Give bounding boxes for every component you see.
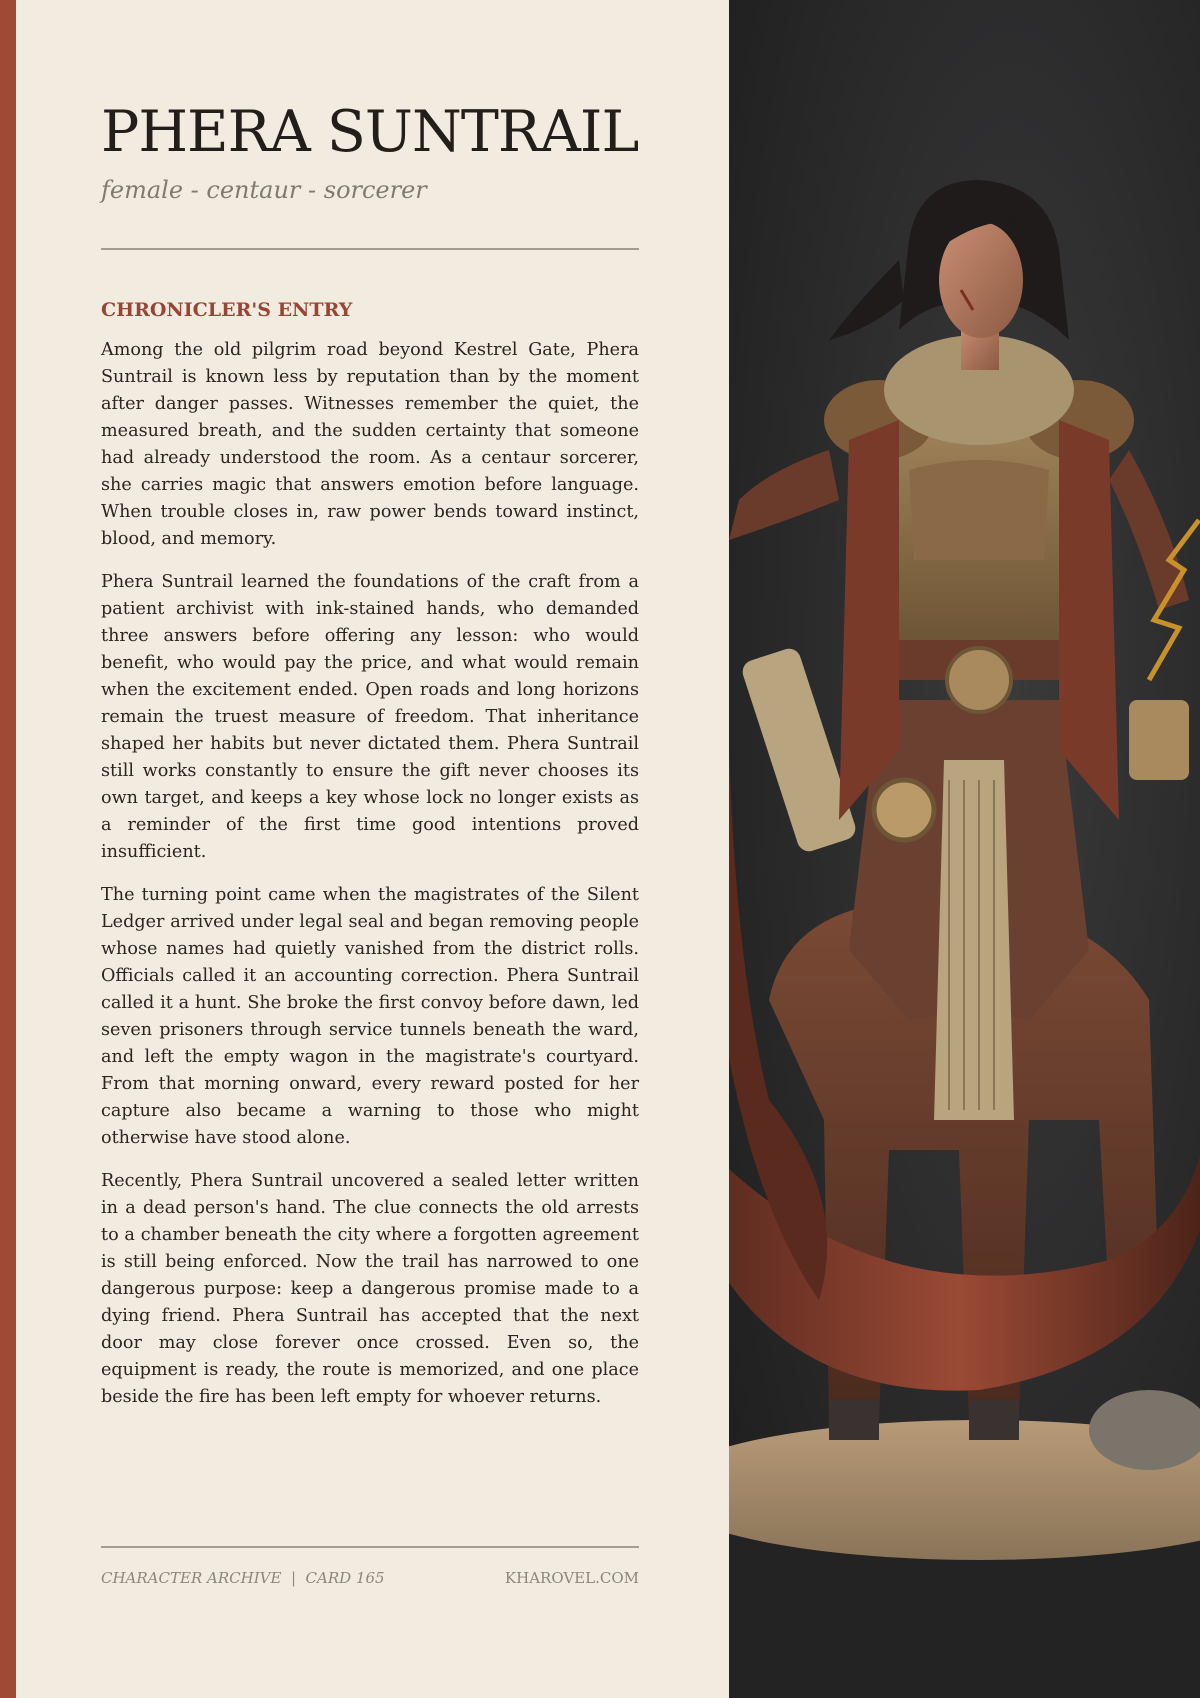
footer-archive-label: CHARACTER ARCHIVE | CARD 165 (101, 1569, 385, 1587)
footer-divider (101, 1546, 639, 1548)
section-heading: CHRONICLER'S ENTRY (101, 299, 353, 321)
character-descriptor: female - centaur - sorcerer (101, 176, 427, 204)
character-name: PHERA SUNTRAIL (101, 99, 639, 165)
footer-site-label: KHAROVEL.COM (504, 1569, 639, 1587)
chronicle-body (101, 337, 639, 1427)
character-miniature-image (729, 0, 1200, 1698)
chronicle-paragraph-1: Among the old pilgrim road beyond Kestrel Gate, Phera Suntrail is known less by reputation than by the moment after danger passes. Witnesses remember the quiet, the measured breath, and the sudden certainty that someone had already understood the room. As a centaur sorcerer, she carries magic that answers emotion before language. When trouble closes in, raw power bends toward instinct, blood, and memory. (101, 340, 639, 549)
chronicle-paragraph-3: The turning point came when the magistrates of the Silent Ledger arrived under legal seal and began removing people whose names had quietly vanished from the district rolls. Officials called it an accounting correction. Phera Suntrail called it a hunt. She broke the first convoy before dawn, led seven prisoners through service tunnels beneath the ward, and left the empty wagon in the magistrate's courtyard. From that morning onward, every reward posted for her capture also became a warning to those who might otherwise have stood alone. (101, 885, 639, 1148)
chronicle-paragraph-4: Recently, Phera Suntrail uncovered a sealed letter written in a dead person's hand. The clue connects the old arrests to a chamber beneath the city where a forgotten agreement is still being enforced. Now the trail has narrowed to one dangerous purpose: keep a dangerous promise made to a dying friend. Phera Suntrail has accepted that the next door may close forever once crossed. Even so, the equipment is ready, the route is memorized, and one place beside the fire has been left empty for whoever returns. (101, 1171, 639, 1407)
header-divider (101, 248, 639, 250)
accent-bar (0, 0, 16, 1698)
miniature-illustration (729, 0, 1200, 1698)
chronicle-paragraph-2: Phera Suntrail learned the foundations of the craft from a patient archivist with ink-stained hands, who demanded three answers before offering any lesson: who would benefit, who would pay the price, and what would remain when the excitement ended. Open roads and long horizons remain the truest measure of freedom. That inheritance shaped her habits but never dictated them. Phera Suntrail still works constantly to ensure the gift never chooses its own target, and keeps a key whose lock no longer exists as a reminder of the first time good intentions proved insufficient. (101, 572, 639, 862)
